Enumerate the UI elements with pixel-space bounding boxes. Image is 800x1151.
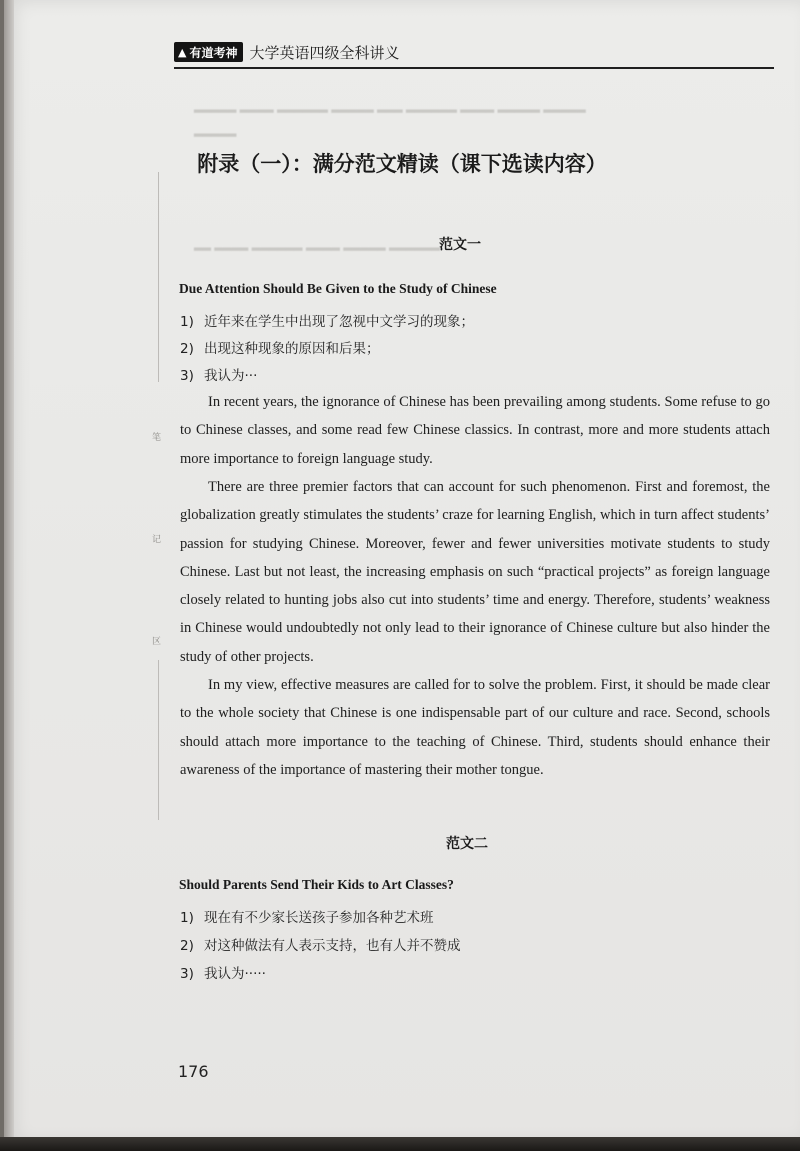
show-through-text: ▂▂▂▂▂ ▂▂▂▂ ▂▂▂▂▂▂ ▂▂▂▂▂ ▂▂▂ ▂▂▂▂▂▂ ▂▂▂▂ ▂▂▂▂▂ ▂▂▂▂▂ [194, 100, 586, 113]
appendix-title: 附录（一）：满分范文精读（课下选读内容） [197, 152, 607, 176]
logo-text: 有道考神 [189, 45, 238, 60]
essay-heading: 范文一 [439, 237, 481, 253]
show-through-text: ▂▂▂▂▂ [194, 124, 237, 137]
outline-point: 2) 对这种做法有人表示支持，也有人并不赞成 [180, 938, 461, 954]
margin-note-label: 区 [152, 637, 162, 647]
outline-point: 3) 我认为····· [180, 966, 266, 982]
running-header [174, 40, 400, 64]
publisher-logo [174, 42, 243, 62]
outline-point: 1) 现在有不少家长送孩子参加各种艺术班 [180, 910, 434, 926]
header-rule [174, 67, 774, 69]
margin-rule [158, 660, 159, 820]
boat-icon: ▲ [178, 45, 187, 59]
essay-topic: Should Parents Send Their Kids to Art Classes? [179, 877, 454, 892]
margin-note-label: 记 [152, 535, 162, 545]
essay-paragraph: There are three premier factors that can account for such phenomenon. First and foremost, the globalization greatly stimulates the students’ craze for learning English, which in turn affect students’ passion for studying Chinese. Moreover, fewer and fewer universities motivate students to study Chinese. Last but not least, the increasing emphasis on such “practical projects” as foreign language closely related to hunting jobs also cut into students’ time and energy. Therefore, students’ weakness in Chinese would undoubtedly not only lead to their ignorance of Chinese culture but also hinder the study of other projects. [180, 479, 770, 665]
outline-point: 3) 我认为··· [180, 368, 258, 384]
outline-point: 1) 近年来在学生中出现了忽视中文学习的现象； [180, 314, 474, 330]
essay-heading: 范文二 [446, 836, 488, 852]
essay-topic: Due Attention Should Be Given to the Study of Chinese [179, 281, 497, 296]
book-page [4, 0, 800, 1143]
show-through-text: ▂▂ ▂▂▂▂ ▂▂▂▂▂▂ ▂▂▂▂ ▂▂▂▂▂ ▂▂▂▂▂▂ [194, 238, 440, 251]
margin-rule [158, 172, 159, 382]
page-bottom-edge [0, 1137, 800, 1151]
page-number: 176 [178, 1062, 209, 1081]
outline-point: 2) 出现这种现象的原因和后果； [180, 341, 380, 357]
book-title: 大学英语四级全科讲义 [249, 43, 400, 62]
essay-paragraph: In recent years, the ignorance of Chinese has been prevailing among students. Some refuse to go to Chinese classes, and some read few Chinese classics. In contrast, more and more students attach more importance to foreign language study. [180, 394, 770, 467]
essay-paragraph: In my view, effective measures are called for to solve the problem. First, it should be made clear to the whole society that Chinese is one indispensable part of our culture and race. Second, schools should attach more importance to the teaching of Chinese. Third, students should enhance their awareness of the importance of mastering their mother tongue. [180, 677, 770, 778]
margin-note-label: 笔 [152, 433, 162, 443]
